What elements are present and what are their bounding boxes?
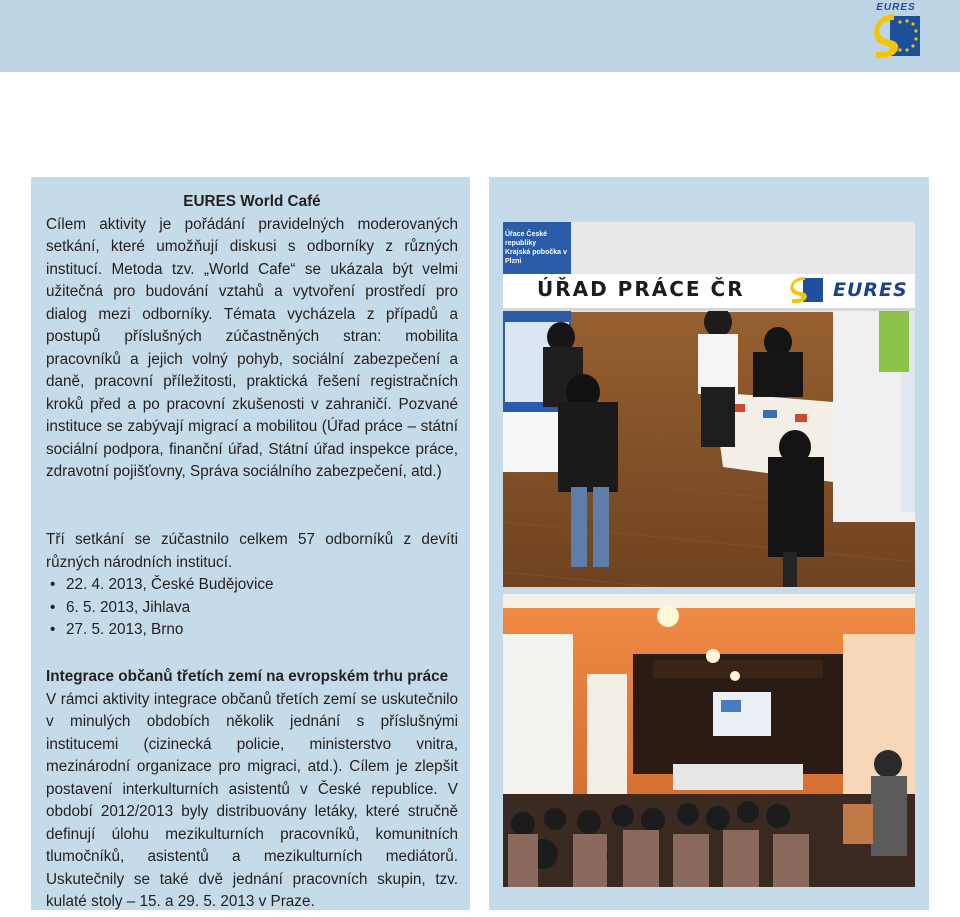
section-paragraph: V rámci aktivity integrace občanů třetích zemí se uskutečnilo v minulých obdobích několik jednání s příslušnými institucemi (cizinecká policie, ministerstvo vnitra, mezinárodní organizace pro migraci, atd.). Cílem je zlepšit postavení interkulturních asistentů v České republice. V období 2012/2013 byly distribuovány letáky, které stručně definují úlohu mezikulturních pracovníků, komunitních tlumočníků, asistentů a mezikulturních mediátorů. Uskutečnily se také dvě jednání pracovních skupin, tzv. kulaté stoly – 15. a 29. 5. 2013 v Praze. <box>46 690 458 910</box>
list-item: • 6. 5. 2013, Jihlava <box>46 597 458 620</box>
list-item: • 22. 4. 2013, České Budějovice <box>46 574 458 597</box>
list-item: • 27. 5. 2013, Brno <box>46 619 458 642</box>
eures-logo <box>866 2 926 66</box>
summary-text: Tří setkání se zúčastnilo celkem 57 odborníků z devíti různých národních institucí. <box>46 531 458 571</box>
banner-text <box>505 230 569 266</box>
header-band <box>0 0 960 72</box>
banner-line: Úřace České republiky <box>505 231 548 247</box>
photo-conference-hall <box>503 594 915 887</box>
banner-line: Krajská pobočka v Plzni <box>505 249 567 265</box>
section-integration <box>46 666 458 914</box>
booth-sign <box>503 274 915 311</box>
date-list <box>46 574 458 642</box>
section-title: Integrace občanů třetích zemí na evropském trhu práce <box>46 668 449 685</box>
sign-text-left: ÚŘAD PRÁCE ČR <box>537 277 745 301</box>
section-summary <box>46 529 458 642</box>
photo-eures-booth <box>503 222 915 587</box>
section-world-cafe <box>46 191 458 484</box>
section-title: EURES World Café <box>183 193 321 210</box>
eures-emblem-icon <box>787 276 827 306</box>
section-paragraph: Cílem aktivity je pořádání pravidelných moderovaných setkání, které umožňují diskusi s odborníky z různých institucí. Metoda tzv. „World Cafe“ se ukázala být velmi užitečná pro budování vztahů a vytvoření prostředí pro dialog mezi odborníky. Témata vycházela z případů a postupů příslušných zúčastněných stran: mobilita pracovníků a jejich volný pohyb, sociální zabezpečení a daně, pracovní příležitosti, praktická řešení registračních kroků před a po pracovní zkušenosti v zahraničí. Pozvané instituce se zabývají migrací a mobilitou (Úřad práce – státní sociální podpora, finanční úřad, Státní úřad inspekce práce, zdravotní pojišťovny, Správa sociálního zabezpečení, atd.) <box>46 215 458 480</box>
logo-text: EURES <box>876 2 916 13</box>
hall-scene <box>503 594 915 887</box>
sign-text-right: EURES <box>833 279 908 301</box>
eures-emblem-icon <box>870 14 922 64</box>
